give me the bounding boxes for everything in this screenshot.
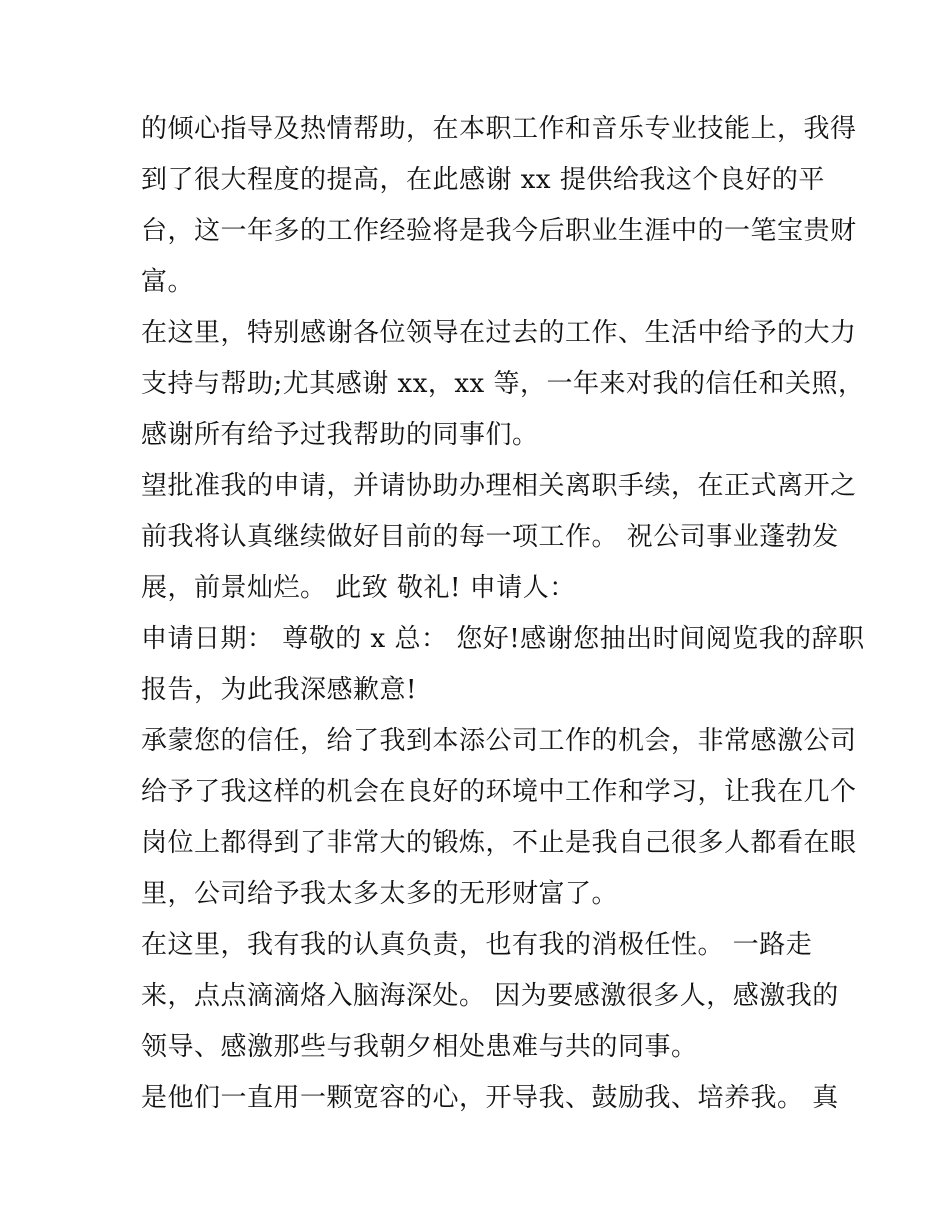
text-line: 来，点点滴滴烙入脑海深处。 因为要感激很多人，感激我的 bbox=[141, 981, 839, 1011]
text-line: 给予了我这样的机会在良好的环境中工作和学习，让我在几个 bbox=[141, 777, 857, 807]
text-line: 的倾心指导及热情帮助，在本职工作和音乐专业技能上，我得 bbox=[141, 114, 857, 144]
text-line: 支持与帮助;尤其感谢 xx，xx 等，一年来对我的信任和关照， bbox=[141, 369, 865, 399]
text-line: 在这里，特别感谢各位领导在过去的工作、生活中给予的大力 bbox=[141, 318, 857, 348]
text-line: 望批准我的申请，并请协助办理相关离职手续，在正式离开之 bbox=[141, 471, 857, 501]
text-line: 在这里，我有我的认真负责，也有我的消极任性。 一路走 bbox=[141, 930, 813, 960]
text-line: 申请日期： 尊敬的 x 总： 您好!感谢您抽出时间阅览我的辞职 bbox=[141, 624, 865, 654]
text-line: 是他们一直用一颗宽容的心，开导我、鼓励我、培养我。 真 bbox=[141, 1083, 839, 1113]
text-line: 里，公司给予我太多太多的无形财富了。 bbox=[141, 879, 619, 909]
text-line: 感谢所有给予过我帮助的同事们。 bbox=[141, 420, 539, 450]
text-line: 到了很大程度的提高，在此感谢 xx 提供给我这个良好的平 bbox=[141, 165, 825, 195]
text-line: 展，前景灿烂。 此致 敬礼! 申请人： bbox=[141, 573, 576, 603]
text-line: 富。 bbox=[141, 267, 195, 297]
text-line: 领导、感激那些与我朝夕相处患难与共的同事。 bbox=[141, 1032, 698, 1062]
text-line: 岗位上都得到了非常大的锻炼，不止是我自己很多人都看在眼 bbox=[141, 828, 857, 858]
text-line: 前我将认真继续做好目前的每一项工作。 祝公司事业蓬勃发 bbox=[141, 522, 839, 552]
text-line: 报告，为此我深感歉意! bbox=[141, 675, 417, 705]
text-line: 承蒙您的信任，给了我到本添公司工作的机会，非常感激公司 bbox=[141, 726, 857, 756]
text-line: 台，这一年多的工作经验将是我今后职业生涯中的一笔宝贵财 bbox=[141, 216, 857, 246]
